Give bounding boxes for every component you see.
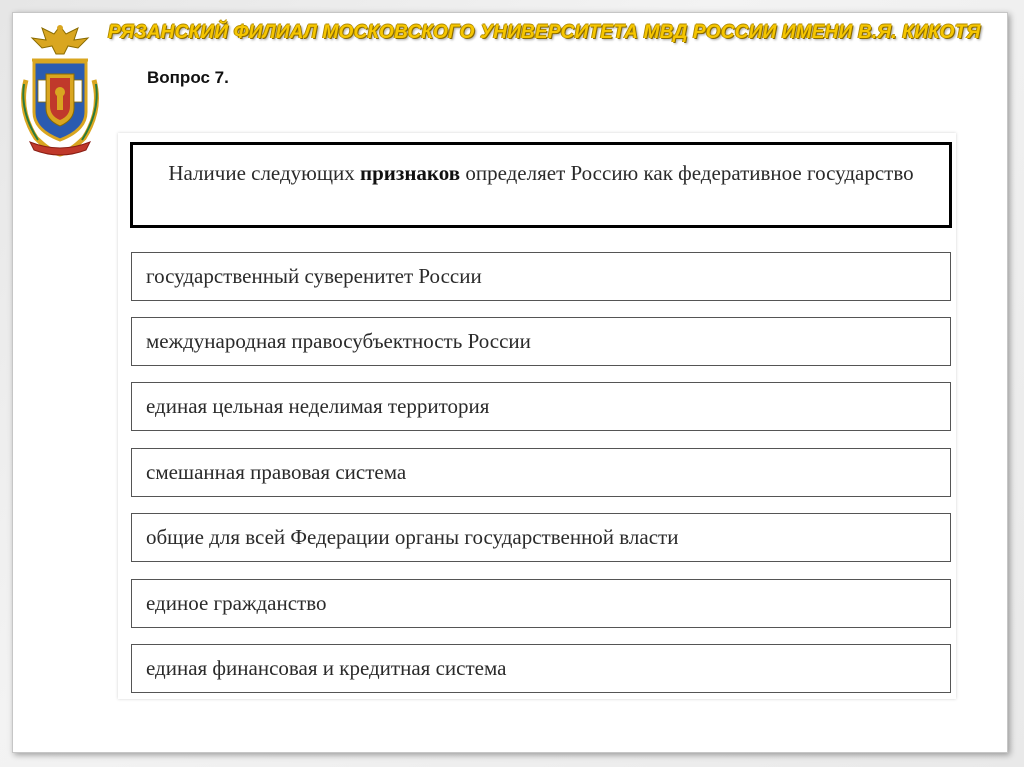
answer-option-7[interactable]: единая финансовая и кредитная система bbox=[131, 644, 951, 693]
answer-option-4[interactable]: смешанная правовая система bbox=[131, 448, 951, 497]
answer-option-2[interactable]: международная правосубъектность России bbox=[131, 317, 951, 366]
question-statement bbox=[130, 142, 952, 228]
question-label: Вопрос 7. bbox=[147, 68, 229, 87]
header-title: РЯЗАНСКИЙ ФИЛИАЛ МОСКОВСКОГО УНИВЕРСИТЕТА МВД РОССИИ ИМЕНИ В.Я. КИКОТЯ bbox=[108, 22, 981, 43]
statement-text-part1: Наличие следующих bbox=[168, 161, 361, 185]
answer-option-6[interactable]: единое гражданство bbox=[131, 579, 951, 628]
answer-option-3[interactable]: единая цельная неделимая территория bbox=[131, 382, 951, 431]
question-panel bbox=[118, 133, 956, 699]
university-emblem-icon bbox=[16, 20, 104, 158]
answer-option-1[interactable]: государственный суверенитет России bbox=[131, 252, 951, 301]
statement-text-part2: определяет Россию как федеративное государство bbox=[460, 161, 914, 185]
statement-keyword: признаков bbox=[360, 161, 461, 185]
answer-option-5[interactable]: общие для всей Федерации органы государственной власти bbox=[131, 513, 951, 562]
